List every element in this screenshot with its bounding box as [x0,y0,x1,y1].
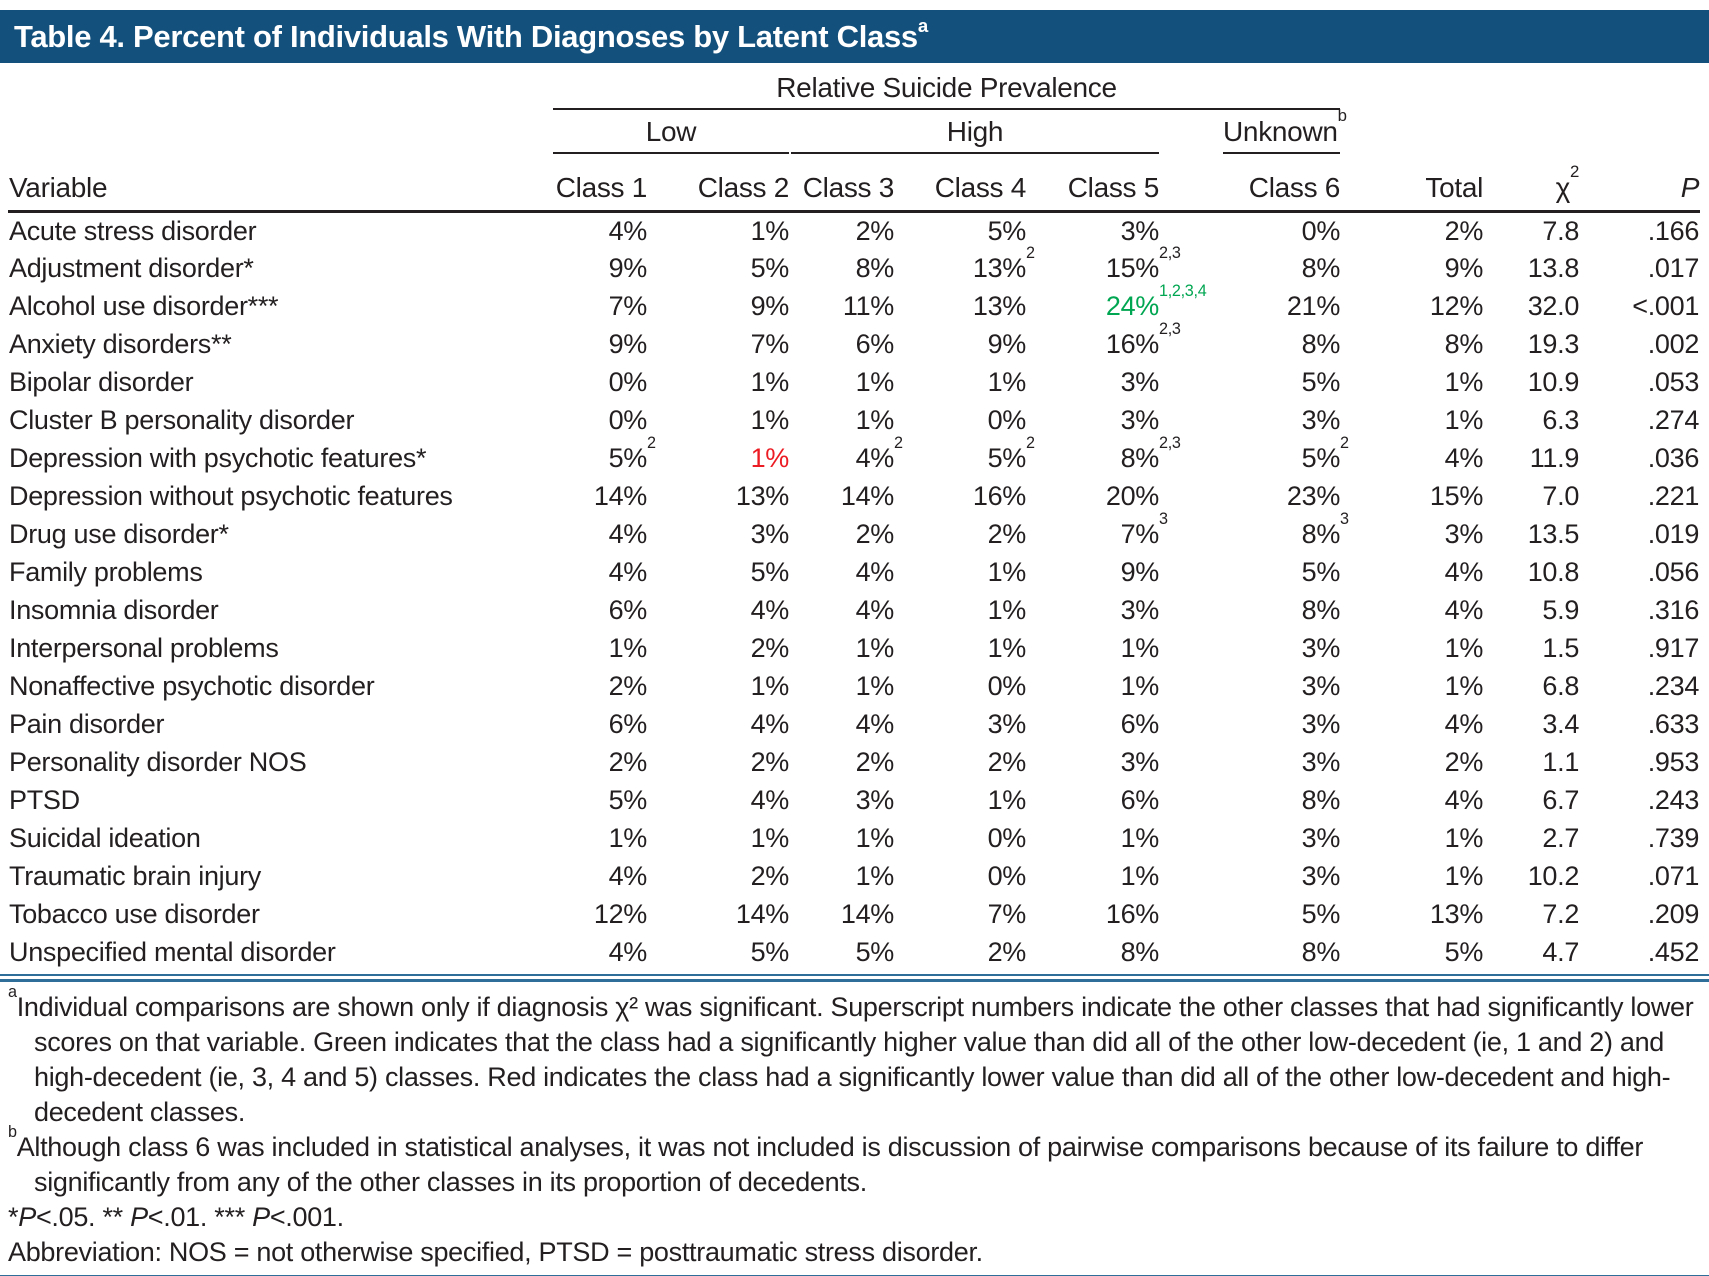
value-cell: 1% [855,367,894,397]
table-row [8,592,1700,630]
value-cell: 3% [1301,861,1341,891]
value-cell: .017 [1647,253,1700,283]
value-cell: 2% [608,747,647,777]
table-row [8,782,1700,820]
value-cell: 9% [1120,557,1159,587]
footnote-marker: b [8,1122,17,1141]
value-cell: 4% [608,215,647,246]
value-cell: 5% [1301,557,1341,587]
value-cell: 3% [1120,747,1159,777]
value-cell: 8% [1301,329,1341,359]
variable-cell: Depression with psychotic features* [9,443,427,473]
value-cell: 1% [1444,823,1484,853]
value-cell: 1% [987,633,1026,663]
value-cell: .002 [1647,329,1700,359]
value-cell: 8% [1301,937,1341,967]
variable-cell: Traumatic brain injury [9,861,261,891]
value-cell: 8%$^{2,3}$ [1120,434,1181,473]
column-header: Class 2 [648,155,790,212]
value-cell: 20% [1105,481,1159,511]
value-cell: 6% [608,595,647,625]
value-cell: 10.2 [1527,861,1580,891]
value-cell: 1% [750,405,789,435]
column-header: Class 3 [790,155,895,212]
value-cell: 1% [1444,405,1484,435]
table-row [8,326,1700,364]
column-header-row [8,155,1700,212]
table-row [8,288,1700,326]
value-cell: 16% [1105,899,1159,929]
variable-cell: Cluster B personality disorder [9,405,355,435]
value-cell: 3% [1301,671,1341,701]
value-cell: 7% [987,899,1026,929]
value-cell: 8% [1301,253,1341,283]
value-cell: 4% [1444,709,1484,739]
table-row [8,858,1700,896]
value-cell: 7.0 [1542,481,1580,511]
column-header: Class 1 [500,155,648,212]
value-cell: 0% [987,671,1026,701]
value-cell: 13% [1429,899,1484,929]
value-cell: 1% [1444,633,1484,663]
table-row [8,934,1700,972]
value-cell: 23% [1286,481,1341,511]
value-cell: 1% [750,367,789,397]
value-cell: 1% [608,633,647,663]
value-cell: .166 [1647,215,1700,246]
value-cell: .917 [1647,633,1700,663]
value-cell: 7%$^3$ [1120,510,1168,549]
value-cell: 4% [750,709,789,739]
value-cell: 10.9 [1527,367,1580,397]
value-cell: 4% [1444,443,1484,473]
value-cell: 14% [735,899,789,929]
span-header-row [8,63,1700,111]
value-cell: <.001 [1632,291,1700,321]
variable-cell: Pain disorder [9,709,165,739]
variable-cell: PTSD [9,785,80,815]
significance-segment: P [18,1201,36,1232]
footnotes [8,982,1701,1270]
column-header: P [1580,155,1700,212]
variable-cell: Family problems [9,557,203,587]
group-header-footnote-marker: b [1337,106,1347,126]
value-cell: 4% [855,709,894,739]
value-cell: 5% [987,215,1026,246]
value-cell: 9% [608,329,647,359]
value-cell: 2% [987,747,1026,777]
table-row [8,630,1700,668]
table-row [8,668,1700,706]
value-cell: 14% [840,481,894,511]
table-row [8,364,1700,402]
value-cell: 3% [1301,709,1341,739]
value-cell: 8%$^3$ [1301,510,1349,549]
significance-segment: P [130,1201,148,1232]
span-header-relative-suicide-prevalence [500,63,1341,111]
value-cell: 24%$^{1,2,3,4}$ [1105,282,1207,321]
table-row [8,820,1700,858]
variable-cell: Personality disorder NOS [9,747,307,777]
value-cell: 4% [855,595,894,625]
value-cell: 15%$^{2,3}$ [1105,244,1181,283]
value-cell: 6% [855,329,894,359]
value-cell: 1% [750,823,789,853]
value-cell: 7.2 [1542,899,1580,929]
value-cell: 1% [750,671,789,701]
value-cell: 3% [1120,405,1159,435]
value-cell: 14% [840,899,894,929]
value-cell: 8% [1120,937,1159,967]
value-cell: 21% [1286,291,1341,321]
value-cell: 0% [608,405,647,435]
value-cell: 1% [987,595,1026,625]
column-header: Class 6 [1160,155,1341,212]
value-cell: 1% [855,405,894,435]
footnote-a [8,982,1701,1130]
table-title-bar: Table 4. Percent of Individuals With Diagnoses by Latent Class $^a$ [0,10,1709,63]
table-body [8,212,1700,972]
value-cell: 9% [987,329,1026,359]
value-cell: 9% [608,253,647,283]
value-cell: 11% [842,291,894,321]
value-cell: 3% [1301,633,1341,663]
spacer-cell [8,111,500,155]
diagnoses-table [8,63,1700,972]
value-cell: 2% [855,519,894,549]
value-cell: 4% [608,861,647,891]
value-cell: 4% [608,519,647,549]
column-header: Class 4 [895,155,1027,212]
table-row [8,440,1700,478]
value-cell: 1% [1444,671,1484,701]
value-cell: 2% [750,861,789,891]
footnote-text: Individual comparisons are shown only if diagnosis χ² was significant. Superscript numbers indicate the other classes that had significantly lower scores on that variable. Green indicates that the class had a significantly higher value than did all of the other low-decedent (ie, 1 and 2) and high-decedent (ie, 3, 4 and 5) classes. Red indicates the class had a significantly lower value than did all of the other low-decedent and high-decedent classes. [16,991,1694,1127]
spacer-cell [1341,63,1700,111]
value-cell: 2% [1444,747,1484,777]
value-cell: 0% [608,367,647,397]
value-cell: 1% [987,367,1026,397]
value-cell: 5% [750,557,789,587]
value-cell: 5%$^2$ [987,434,1035,473]
value-cell: 3.4 [1542,709,1580,739]
value-cell: 2% [750,747,789,777]
column-header: Class 5 [1027,155,1160,212]
value-cell: 1% [750,443,789,473]
value-cell: 13% [972,291,1026,321]
value-cell: .221 [1647,481,1700,511]
value-cell: 13.8 [1527,253,1580,283]
group-header-low [500,111,790,155]
footnote-text: Although class 6 was included in statistical analyses, it was not included is discussion of pairwise comparisons because of its failure to differ significantly from any of the other classes in its proportion of decedents. [16,1131,1644,1197]
value-cell: 5% [855,937,894,967]
value-cell: 5.9 [1542,595,1580,625]
variable-cell: Interpersonal problems [9,633,279,663]
value-cell: 5% [750,937,789,967]
table-row [8,250,1700,288]
variable-cell: Suicidal ideation [9,823,201,853]
variable-cell: Drug use disorder* [9,519,229,549]
value-cell: 1% [1444,861,1484,891]
group-header-row [8,111,1700,155]
table-row [8,212,1700,250]
value-cell: 1% [1120,861,1159,891]
value-cell: 13.5 [1527,519,1580,549]
value-cell: 13%$^2$ [972,244,1035,283]
group-header-unknown [1160,106,1347,155]
column-header: $\chi^2$ [1484,155,1580,212]
value-cell: 5%$^2$ [608,434,656,473]
spacer-cell [8,63,500,111]
value-cell: 0% [987,823,1026,853]
abbreviation-note: Abbreviation: NOS = not otherwise specified, PTSD = posttraumatic stress disorder. [8,1236,983,1267]
value-cell: 5%$^2$ [1301,434,1349,473]
variable-cell: Unspecified mental disorder [9,937,336,967]
value-cell: 2% [855,215,894,246]
value-cell: 7% [608,291,647,321]
value-cell: 4% [1444,595,1484,625]
significance-segment: <.001. [269,1201,344,1232]
value-cell: 9% [750,291,789,321]
variable-cell: Tobacco use disorder [9,899,260,929]
value-cell: 3% [1301,747,1341,777]
value-cell: 16% [972,481,1026,511]
footnote-b [8,1122,1701,1200]
table-row [8,744,1700,782]
value-cell: 15% [1429,481,1484,511]
value-cell: 1% [1120,671,1159,701]
value-cell: 1% [1444,367,1484,397]
value-cell: 1% [608,823,647,853]
value-cell: 0% [1301,215,1341,246]
value-cell: 1% [855,633,894,663]
value-cell: 3% [750,519,789,549]
table-row [8,706,1700,744]
value-cell: 3% [855,785,894,815]
table-row [8,478,1700,516]
value-cell: .234 [1647,671,1700,701]
value-cell: 4% [855,557,894,587]
value-cell: 6% [608,709,647,739]
value-cell: 9% [1444,253,1484,283]
table-title: Table 4. Percent of Individuals With Diagnoses by Latent Class [14,18,918,54]
variable-cell: Adjustment disorder* [9,253,254,283]
table-row [8,554,1700,592]
value-cell: 1.5 [1542,633,1580,663]
value-cell: 1% [987,557,1026,587]
significance-segment: <.01. *** [147,1201,253,1232]
value-cell: .633 [1647,709,1700,739]
value-cell: .274 [1647,405,1700,435]
value-cell: 19.3 [1527,329,1580,359]
value-cell: 1% [1120,823,1159,853]
value-cell: .036 [1647,443,1700,473]
group-header-label: High [946,116,1004,147]
value-cell: 5% [608,785,647,815]
value-cell: 2% [608,671,647,701]
group-header-high [790,111,1160,155]
spacer-cell [1341,111,1700,155]
value-cell: 6.8 [1542,671,1580,701]
value-cell: .019 [1647,519,1700,549]
value-cell: 5% [1301,367,1341,397]
value-cell: 0% [987,405,1026,435]
value-cell: 13% [735,481,789,511]
value-cell: 14% [593,481,647,511]
table-bottom-rule [0,974,1709,982]
value-cell: 2% [1444,215,1484,246]
value-cell: 2.7 [1542,823,1580,853]
variable-cell: Depression without psychotic features [9,481,453,511]
value-cell: 5% [1301,899,1341,929]
value-cell: 1.1 [1542,747,1580,777]
value-cell: 2% [750,633,789,663]
span-header-label: Relative Suicide Prevalence [776,72,1117,103]
value-cell: 3% [1301,405,1341,435]
value-cell: 4% [1444,785,1484,815]
table-row [8,516,1700,554]
value-cell: 1% [750,215,789,246]
variable-cell: Anxiety disorders** [9,329,232,359]
value-cell: 16%$^{2,3}$ [1105,320,1181,359]
value-cell: 32.0 [1527,291,1580,321]
value-cell: 4% [750,785,789,815]
value-cell: 8% [855,253,894,283]
value-cell: 11.9 [1529,443,1580,473]
value-cell: .739 [1647,823,1700,853]
value-cell: .316 [1647,595,1700,625]
value-cell: .209 [1647,899,1700,929]
value-cell: 8% [1444,329,1484,359]
variable-cell: Bipolar disorder [9,367,194,397]
value-cell: 4%$^2$ [855,434,903,473]
value-cell: .071 [1647,861,1700,891]
value-cell: 12% [1429,291,1484,321]
value-cell: 4% [608,557,647,587]
value-cell: 4% [608,937,647,967]
value-cell: 7% [750,329,789,359]
value-cell: 2% [855,747,894,777]
value-cell: 6.7 [1542,785,1580,815]
value-cell: 3% [987,709,1026,739]
value-cell: 4.7 [1542,937,1580,967]
variable-cell: Alcohol use disorder*** [9,291,279,321]
value-cell: 6% [1120,709,1159,739]
value-cell: 10.8 [1527,557,1580,587]
variable-cell: Nonaffective psychotic disorder [9,671,375,701]
value-cell: 1% [987,785,1026,815]
footnote-marker: a [8,982,17,1001]
value-cell: 3% [1120,215,1159,246]
value-cell: 6.3 [1542,405,1580,435]
value-cell: .056 [1647,557,1700,587]
value-cell: 0% [987,861,1026,891]
significance-segment: <.05. ** [35,1201,131,1232]
value-cell: 4% [1444,557,1484,587]
value-cell: 2% [987,519,1026,549]
value-cell: 1% [855,861,894,891]
value-cell: 3% [1301,823,1341,853]
group-header-label: Low [645,116,697,147]
value-cell: 12% [593,899,647,929]
value-cell: 6% [1120,785,1159,815]
value-cell: 7.8 [1542,215,1580,246]
value-cell: 3% [1120,595,1159,625]
value-cell: .452 [1647,937,1700,967]
value-cell: 1% [1120,633,1159,663]
value-cell: 8% [1301,785,1341,815]
variable-cell: Acute stress disorder [9,215,257,246]
value-cell: 5% [1444,937,1484,967]
value-cell: .953 [1647,747,1700,777]
significance-note [8,1200,1701,1235]
table-row [8,402,1700,440]
value-cell: .243 [1647,785,1700,815]
value-cell: 2% [987,937,1026,967]
value-cell: 8% [1301,595,1341,625]
significance-segment: * [8,1201,19,1232]
value-cell: .053 [1647,367,1700,397]
value-cell: 3% [1444,519,1484,549]
value-cell: 3% [1120,367,1159,397]
table-row [8,896,1700,934]
column-header: Total [1341,155,1484,212]
column-header-variable: Variable [8,155,500,212]
value-cell: 5% [750,253,789,283]
value-cell: 1% [855,671,894,701]
value-cell: 4% [750,595,789,625]
group-header-label: Unknown [1223,116,1338,147]
value-cell: 1% [855,823,894,853]
variable-cell: Insomnia disorder [9,595,219,625]
significance-segment: P [252,1201,270,1232]
